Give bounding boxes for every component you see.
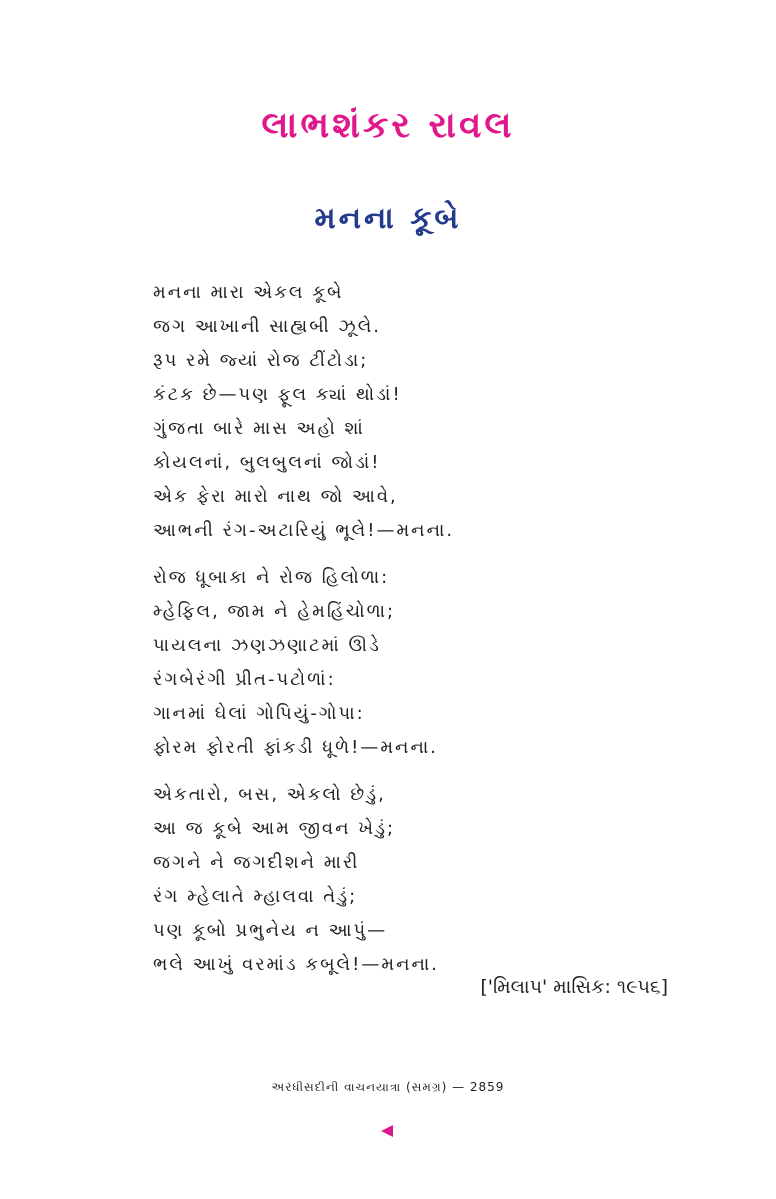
- source-citation: ['મિલાપ' માસિક: ૧૯૫૬]: [480, 976, 668, 998]
- poem-line: એકતારો, બસ, એકલો છેડું,: [153, 784, 386, 805]
- poem-line: રંગબેરંગી પ્રીત-પટોળાં:: [153, 669, 336, 690]
- poem-line: રોજ ધૂબાકા ને રોજ હિલોળા:: [153, 567, 390, 588]
- poem-line: ગુંજતા બારે માસ અહો શાં: [153, 418, 365, 439]
- poem-line: મનના મારા એકલ કૂબે: [153, 282, 344, 303]
- poem-line: જગ આખાની સાહ્યબી ઝૂલે.: [153, 316, 382, 337]
- stanza-2: [153, 561, 693, 765]
- poem-line: કંટક છે—પણ ફૂલ ક્યાં થોડાં!: [153, 384, 402, 405]
- poem-body: [153, 276, 693, 995]
- poem-line: રંગ મ્હેલાતે મ્હાલવા તેડું;: [153, 886, 358, 907]
- poem-line: કોયલનાં, બુલબુલનાં જોડાં!: [153, 452, 381, 473]
- poem-line: પાયલના ઝણઝણાટમાં ઊડે: [153, 635, 381, 656]
- stanza-3: [153, 778, 693, 982]
- stanza-1: [153, 276, 693, 548]
- page-footer: અરધીસદીની વાચનયાત્રા (સમગ્ર) — 2859: [271, 1080, 505, 1094]
- poem-line: ભલે આખું વરમાંડ કબૂલે!—મનના.: [153, 954, 440, 975]
- poem-line: રૂપ રમે જ્યાં રોજ ટીંટોડા;: [153, 350, 369, 371]
- poem-line: આભની રંગ-અટારિયું ભૂલે!—મનના.: [153, 520, 455, 541]
- poem-line: જગને ને જગદીશને મારી: [153, 852, 360, 873]
- poem-line: આ જ કૂબે આમ જીવન ખેડું;: [153, 818, 396, 839]
- poem-line: પણ કૂબો પ્રભુનેય ન આપું—: [153, 920, 388, 941]
- poem-line: ગાનમાં ઘેલાં ગોપિયું-ગોપા:: [153, 703, 365, 724]
- poem-line: ફોરમ ફોરતી ફાંકડી ધૂળે!—મનના.: [153, 737, 438, 758]
- left-triangle-icon[interactable]: [381, 1125, 393, 1137]
- author-heading: લાભશંકર રાવલ: [261, 105, 515, 146]
- poem-line: એક ફેરા મારો નાથ જો આવે,: [153, 486, 398, 507]
- poem-title: મનના કૂબે: [314, 201, 462, 236]
- poem-line: મ્હેફિલ, જામ ને હેમહિંચોળા;: [153, 601, 396, 622]
